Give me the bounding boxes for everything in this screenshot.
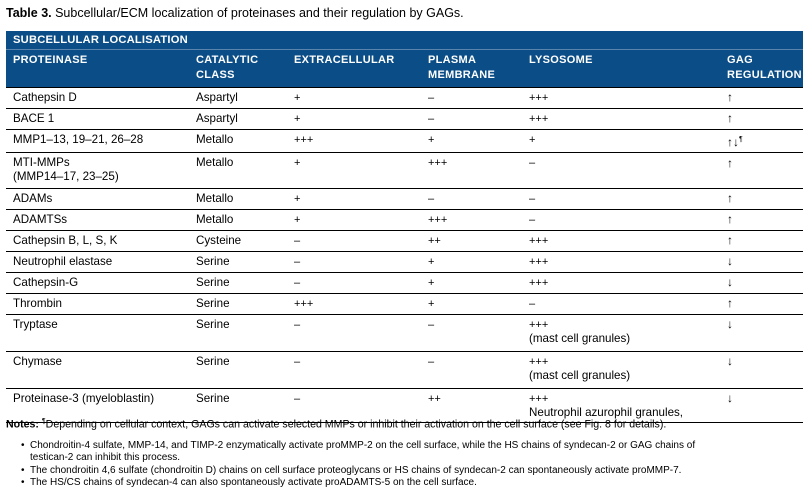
cell-lysosome: [522, 252, 720, 273]
cell-lysosome: [522, 130, 720, 153]
cell-catalytic-class: Aspartyl: [189, 109, 287, 130]
gag-regulation-arrow: ↓: [727, 354, 733, 368]
cell-proteinase: [6, 315, 189, 352]
cell-proteinase: [6, 153, 189, 189]
cell-plasma-membrane: –: [421, 189, 522, 210]
gag-regulation-arrow: ↓: [727, 254, 733, 268]
lysosome-value: –: [529, 193, 536, 205]
lysosome-value: –: [529, 214, 536, 226]
cell-lysosome: [522, 88, 720, 109]
table-row: [6, 294, 803, 315]
table-row: [6, 88, 803, 109]
gag-footnote-mark: ¶: [739, 136, 743, 143]
lysosome-value: +++: [529, 235, 549, 247]
cell-lysosome: [522, 210, 720, 231]
notes-sup: ¶: [41, 418, 46, 425]
proteinase-name: Cathepsin B, L, S, K: [13, 234, 118, 247]
lysosome-value: +++: [529, 113, 549, 125]
cell-plasma-membrane: +++: [421, 210, 522, 231]
cell-proteinase: [6, 252, 189, 273]
proteinase-name: MMP1–13, 19–21, 26–28: [13, 133, 144, 146]
cell-proteinase: [6, 273, 189, 294]
gag-regulation-arrow: ↓: [727, 391, 733, 405]
gag-regulation-arrow: ↓: [727, 317, 733, 331]
cell-extracellular: –: [287, 315, 421, 352]
col-header-plasma-membrane: PLASMA MEMBRANE: [421, 50, 522, 88]
notes-bullet: • The chondroitin 4,6 sulfate (chondroitin D) chains on cell surface proteoglycans or HS chains of syndecan-2 can spontaneously activate proMMP-7.: [30, 465, 800, 477]
table-caption: [6, 6, 464, 20]
table-row: [6, 210, 803, 231]
lysosome-detail: (mast cell granules): [529, 332, 631, 345]
cell-gag-regulation: [720, 153, 803, 189]
cell-catalytic-class: Serine: [189, 294, 287, 315]
lysosome-value: +: [529, 134, 536, 146]
lysosome-value: +++: [529, 277, 549, 289]
proteinase-name: Neutrophil elastase: [13, 255, 113, 268]
notes-bullets: [30, 440, 800, 490]
cell-plasma-membrane: ++: [421, 231, 522, 252]
cell-extracellular: –: [287, 352, 421, 389]
cell-catalytic-class: Aspartyl: [189, 88, 287, 109]
proteinase-name: Cathepsin D: [13, 91, 77, 104]
cell-lysosome: [522, 109, 720, 130]
lysosome-detail: (mast cell granules): [529, 369, 631, 382]
cell-extracellular: –: [287, 231, 421, 252]
gag-regulation-arrow: ↑: [727, 111, 733, 125]
cell-gag-regulation: [720, 252, 803, 273]
cell-proteinase: [6, 231, 189, 252]
cell-plasma-membrane: +: [421, 130, 522, 153]
cell-catalytic-class: Serine: [189, 273, 287, 294]
gag-regulation-arrow: ↑: [727, 212, 733, 226]
table-row: [6, 315, 803, 352]
lysosome-value: +++: [529, 356, 549, 368]
cell-plasma-membrane: –: [421, 315, 522, 352]
cell-catalytic-class: Metallo: [189, 130, 287, 153]
cell-extracellular: –: [287, 273, 421, 294]
cell-lysosome: [522, 153, 720, 189]
notes-text: Depending on cellular context, GAGs can activate selected MMPs or inhibit their activation on the cell surface (see Fig. 8 for details).: [45, 418, 667, 431]
cell-proteinase: [6, 352, 189, 389]
lysosome-value: +++: [529, 393, 549, 405]
gag-regulation-arrow: ↓: [727, 275, 733, 289]
header-group-row: [6, 31, 803, 50]
lysosome-value: +++: [529, 92, 549, 104]
cell-catalytic-class: Metallo: [189, 210, 287, 231]
lysosome-value: –: [529, 298, 536, 310]
notes-bullet: • Chondroitin-4 sulfate, MMP-14, and TIMP-2 enzymatically activate proMMP-2 on the cell surface, while the HS chains of syndecan-2 or GAG chains of testican-2 can inhibit this process.: [30, 440, 800, 465]
cell-plasma-membrane: –: [421, 109, 522, 130]
cell-proteinase: [6, 294, 189, 315]
caption-label: Table 3.: [6, 6, 52, 20]
table-row: [6, 153, 803, 189]
gag-regulation-arrow: ↑: [727, 233, 733, 247]
cell-gag-regulation: [720, 294, 803, 315]
cell-extracellular: –: [287, 252, 421, 273]
cell-extracellular: +: [287, 153, 421, 189]
notes-label: Notes:: [6, 418, 42, 431]
cell-lysosome: [522, 352, 720, 389]
cell-catalytic-class: Metallo: [189, 189, 287, 210]
proteinase-name-detail: (MMP14–17, 23–25): [13, 170, 119, 183]
cell-proteinase: [6, 189, 189, 210]
gag-regulation-arrow: ↑: [727, 156, 733, 170]
col-header-gag-regulation: GAG REGULATION: [720, 50, 803, 88]
col-header-extracellular: EXTRACELLULAR: [287, 50, 421, 88]
cell-proteinase: [6, 88, 189, 109]
cell-lysosome: [522, 231, 720, 252]
cell-gag-regulation: [720, 210, 803, 231]
cell-gag-regulation: [720, 88, 803, 109]
cell-extracellular: –: [287, 389, 421, 423]
gag-regulation-arrow: ↑↓¶: [727, 135, 743, 149]
proteinase-table: [6, 31, 803, 423]
cell-lysosome: [522, 189, 720, 210]
lysosome-detail: Neutrophil azurophil granules,: [529, 406, 684, 419]
cell-catalytic-class: Serine: [189, 315, 287, 352]
cell-extracellular: +: [287, 210, 421, 231]
cell-catalytic-class: Cysteine: [189, 231, 287, 252]
proteinase-name: ADAMTSs: [13, 213, 68, 226]
cell-plasma-membrane: +: [421, 294, 522, 315]
cell-gag-regulation: [720, 231, 803, 252]
table-row: [6, 231, 803, 252]
proteinase-name: Chymase: [13, 355, 62, 368]
cell-gag-regulation: [720, 315, 803, 352]
header-columns-row: [6, 50, 803, 88]
cell-extracellular: +: [287, 88, 421, 109]
cell-proteinase: [6, 130, 189, 153]
table-notes: [6, 418, 801, 431]
cell-gag-regulation: [720, 273, 803, 294]
lysosome-value: +++: [529, 256, 549, 268]
cell-proteinase: [6, 210, 189, 231]
lysosome-value: –: [529, 157, 536, 169]
table-row: [6, 130, 803, 153]
lysosome-value: +++: [529, 319, 549, 331]
table-row: [6, 109, 803, 130]
cell-catalytic-class: Serine: [189, 252, 287, 273]
caption-text: Subcellular/ECM localization of proteinases and their regulation by GAGs.: [51, 6, 464, 20]
cell-plasma-membrane: –: [421, 88, 522, 109]
cell-plasma-membrane: ++: [421, 389, 522, 423]
cell-catalytic-class: Serine: [189, 352, 287, 389]
gag-regulation-arrow: ↑: [727, 191, 733, 205]
cell-plasma-membrane: +++: [421, 153, 522, 189]
cell-extracellular: +: [287, 109, 421, 130]
table-row: [6, 189, 803, 210]
cell-gag-regulation: [720, 109, 803, 130]
gag-regulation-arrow: ↑: [727, 90, 733, 104]
cell-extracellular: +++: [287, 294, 421, 315]
cell-plasma-membrane: –: [421, 352, 522, 389]
header-group-label: SUBCELLULAR LOCALISATION: [6, 31, 803, 50]
proteinase-name: ADAMs: [13, 192, 53, 205]
cell-gag-regulation: [720, 130, 803, 153]
cell-catalytic-class: Serine: [189, 389, 287, 423]
proteinase-name: MTI-MMPs: [13, 156, 70, 169]
table-row: [6, 252, 803, 273]
cell-lysosome: [522, 315, 720, 352]
notes-bullet: • The HS/CS chains of syndecan-4 can also spontaneously activate proADAMTS-5 on the cell surface.: [30, 477, 800, 489]
gag-regulation-arrow: ↑: [727, 296, 733, 310]
cell-plasma-membrane: +: [421, 252, 522, 273]
cell-gag-regulation: [720, 352, 803, 389]
cell-extracellular: +: [287, 189, 421, 210]
col-header-lysosome: LYSOSOME: [522, 50, 720, 88]
col-header-catalytic-class: CATALYTIC CLASS: [189, 50, 287, 88]
proteinase-name: Tryptase: [13, 318, 58, 331]
cell-lysosome: [522, 273, 720, 294]
proteinase-name: BACE 1: [13, 112, 55, 125]
cell-proteinase: [6, 109, 189, 130]
proteinase-name: Cathepsin-G: [13, 276, 79, 289]
proteinase-name: Proteinase-3 (myeloblastin): [13, 392, 155, 405]
cell-catalytic-class: Metallo: [189, 153, 287, 189]
proteinase-name: Thrombin: [13, 297, 62, 310]
cell-gag-regulation: [720, 189, 803, 210]
table-row: [6, 352, 803, 389]
col-header-proteinase: PROTEINASE: [6, 50, 189, 88]
table-row: [6, 273, 803, 294]
cell-plasma-membrane: +: [421, 273, 522, 294]
cell-extracellular: +++: [287, 130, 421, 153]
cell-lysosome: [522, 294, 720, 315]
